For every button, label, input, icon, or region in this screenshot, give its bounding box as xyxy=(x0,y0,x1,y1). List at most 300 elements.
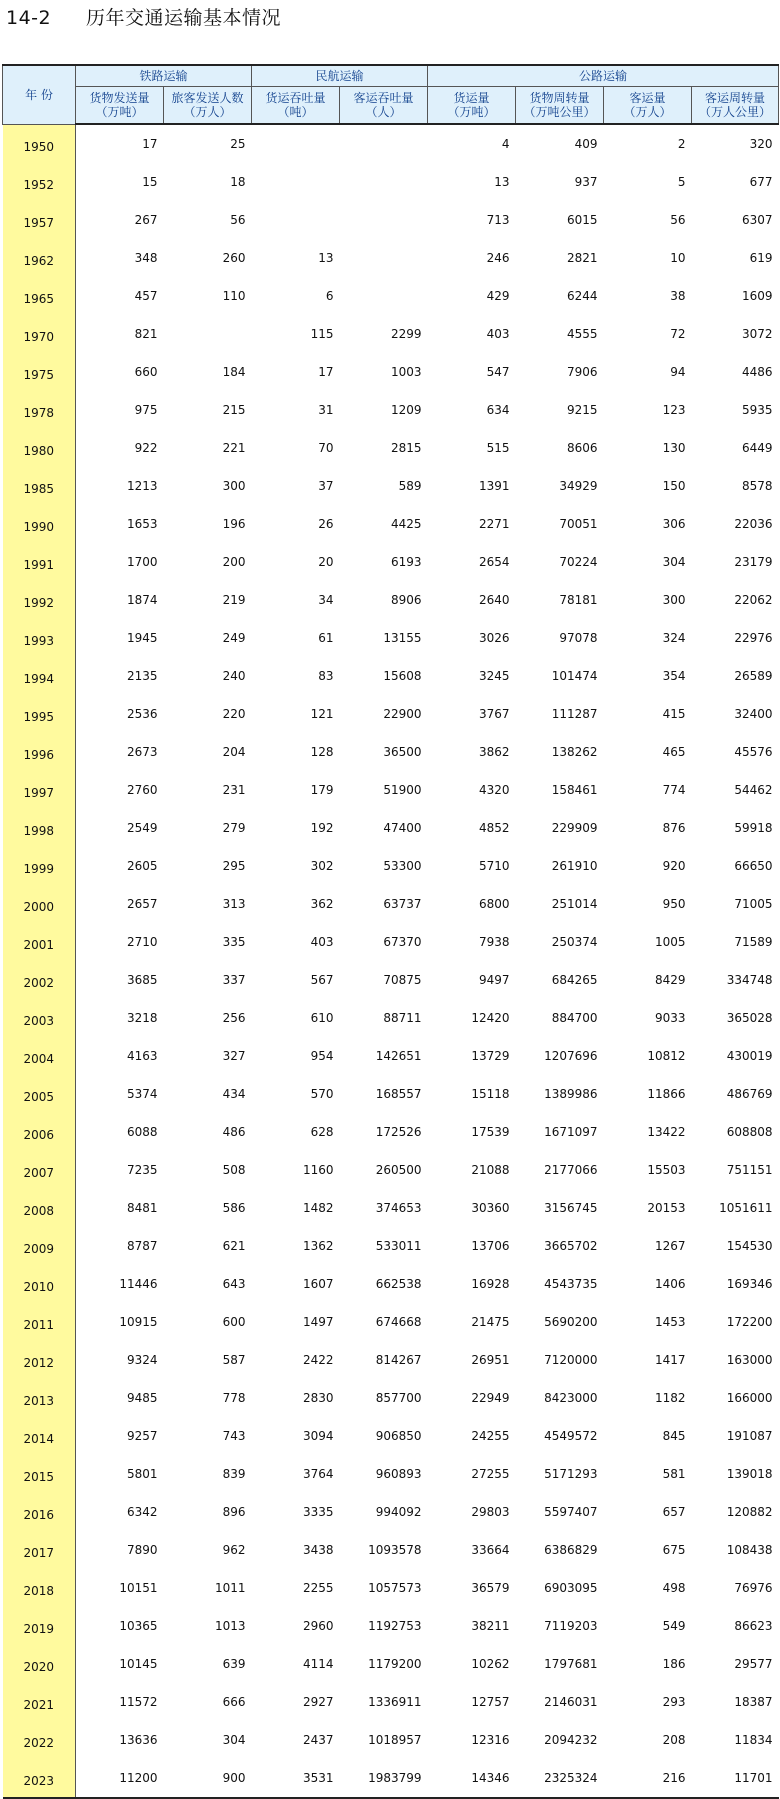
road-freight-turnover-cell: 6244 xyxy=(566,288,598,303)
road-freight-cell: 547 xyxy=(486,364,510,379)
table-row xyxy=(3,1455,779,1493)
air-cargo-cell: 1497 xyxy=(302,1314,334,1329)
road-passenger-turnover-cell: 677 xyxy=(749,174,773,189)
road-freight-turnover-cell: 6015 xyxy=(566,212,598,227)
table-number: 14-2 xyxy=(6,7,52,29)
rail-freight-cell: 3218 xyxy=(126,1010,158,1025)
road-passenger-col-header xyxy=(604,87,692,125)
road-passenger-turnover-cell: 166000 xyxy=(726,1390,773,1405)
rail-passenger-cell: 643 xyxy=(222,1276,246,1291)
year-cell: 2005 xyxy=(3,1075,76,1113)
year-cell: 2018 xyxy=(3,1569,76,1607)
rail-freight-cell: 2710 xyxy=(126,934,158,949)
table-row xyxy=(3,999,779,1037)
column-label: 货运吞吐量 xyxy=(265,91,326,105)
air-passenger-cell: 142651 xyxy=(375,1048,422,1063)
road-freight-turnover-cell: 1207696 xyxy=(544,1048,598,1063)
rail-passenger-cell: 313 xyxy=(222,896,246,911)
road-passenger-turnover-cell: 3072 xyxy=(742,326,773,341)
road-freight-turnover-cell: 7120000 xyxy=(544,1352,598,1367)
air-passenger-cell xyxy=(340,277,428,315)
air-cargo-cell xyxy=(252,163,340,201)
table-row xyxy=(3,657,779,695)
table-row xyxy=(3,353,779,391)
rail-passenger-cell: 221 xyxy=(222,440,246,455)
air-passenger-cell: 51900 xyxy=(383,782,422,797)
year-cell: 2001 xyxy=(3,923,76,961)
rail-passenger-cell: 1013 xyxy=(214,1618,246,1633)
table-row xyxy=(3,1341,779,1379)
air-cargo-cell xyxy=(252,201,340,239)
road-passenger-cell: 293 xyxy=(662,1694,686,1709)
table-row xyxy=(3,429,779,467)
air-passenger-cell: 589 xyxy=(398,478,422,493)
road-passenger-cell: 9033 xyxy=(654,1010,686,1025)
air-cargo-cell: 1160 xyxy=(302,1162,334,1177)
rail-passenger-cell: 56 xyxy=(230,212,246,227)
rail-passenger-cell: 200 xyxy=(222,554,246,569)
air-cargo-cell: 6 xyxy=(325,288,334,303)
year-cell: 1957 xyxy=(3,201,76,239)
road-passenger-cell: 94 xyxy=(670,364,686,379)
table-row xyxy=(3,809,779,847)
road-freight-cell: 713 xyxy=(486,212,510,227)
road-passenger-cell: 150 xyxy=(662,478,686,493)
year-cell: 2007 xyxy=(3,1151,76,1189)
road-passenger-turnover-cell: 86623 xyxy=(734,1618,773,1633)
road-freight-turnover-col-header xyxy=(516,87,604,125)
year-cell: 2000 xyxy=(3,885,76,923)
road-freight-cell: 3026 xyxy=(478,630,510,645)
air-passenger-cell xyxy=(340,201,428,239)
road-freight-cell: 2654 xyxy=(478,554,510,569)
air-cargo-cell: 3531 xyxy=(252,1759,340,1798)
air-passenger-cell xyxy=(340,124,428,163)
column-label: 货物发送量 xyxy=(89,91,150,105)
road-freight-cell: 21088 xyxy=(471,1162,510,1177)
table-row xyxy=(3,1569,779,1607)
road-freight-turnover-cell: 2094232 xyxy=(544,1732,598,1747)
road-passenger-turnover-cell: 32400 xyxy=(734,706,773,721)
rail-freight-cell: 3685 xyxy=(126,972,158,987)
road-freight-turnover-cell: 250374 xyxy=(551,934,598,949)
air-passenger-cell: 2299 xyxy=(390,326,422,341)
air-cargo-cell: 13 xyxy=(318,250,334,265)
rail-freight-cell: 2536 xyxy=(126,706,158,721)
road-freight-turnover-cell: 8423000 xyxy=(544,1390,598,1405)
air-cargo-cell: 4114 xyxy=(302,1656,334,1671)
rail-freight-cell: 9485 xyxy=(126,1390,158,1405)
rail-freight-cell: 11200 xyxy=(76,1759,164,1798)
table-row xyxy=(3,1531,779,1569)
road-freight-cell: 24255 xyxy=(471,1428,510,1443)
air-passenger-cell: 6193 xyxy=(390,554,422,569)
year-cell: 1970 xyxy=(3,315,76,353)
road-passenger-turnover-cell: 26589 xyxy=(734,668,773,683)
table-row xyxy=(3,277,779,315)
rail-freight-cell: 2673 xyxy=(126,744,158,759)
rail-freight-cell: 1945 xyxy=(126,630,158,645)
air-cargo-cell: 192 xyxy=(310,820,334,835)
road-freight-cell: 14346 xyxy=(428,1759,516,1798)
road-freight-turnover-cell: 251014 xyxy=(551,896,598,911)
rail-passenger-cell: 256 xyxy=(222,1010,246,1025)
road-passenger-turnover-cell: 163000 xyxy=(726,1352,773,1367)
rail-passenger-cell: 110 xyxy=(222,288,246,303)
rail-passenger-cell: 335 xyxy=(222,934,246,949)
air-cargo-cell: 37 xyxy=(318,478,334,493)
road-freight-turnover-cell: 158461 xyxy=(551,782,598,797)
road-passenger-cell: 920 xyxy=(662,858,686,873)
road-freight-cell: 403 xyxy=(486,326,510,341)
column-label: 客运吞吐量 xyxy=(353,91,414,105)
year-cell: 2021 xyxy=(3,1683,76,1721)
road-passenger-cell: 216 xyxy=(604,1759,692,1798)
road-freight-cell: 36579 xyxy=(471,1580,510,1595)
air-passenger-cell: 13155 xyxy=(383,630,422,645)
road-passenger-turnover-cell: 320 xyxy=(749,136,773,151)
rail-passenger-cell: 1011 xyxy=(214,1580,246,1595)
air-cargo-cell: 121 xyxy=(310,706,334,721)
road-passenger-cell: 10812 xyxy=(647,1048,686,1063)
column-unit: （吨） xyxy=(277,105,314,119)
air-cargo-cell: 2422 xyxy=(302,1352,334,1367)
rail-passenger-cell: 327 xyxy=(222,1048,246,1063)
road-passenger-turnover-cell: 66650 xyxy=(734,858,773,873)
road-freight-turnover-cell: 1797681 xyxy=(544,1656,598,1671)
road-passenger-turnover-cell: 191087 xyxy=(726,1428,773,1443)
road-passenger-cell: 675 xyxy=(662,1542,686,1557)
road-freight-turnover-cell: 409 xyxy=(574,136,598,151)
air-passenger-cell: 47400 xyxy=(383,820,422,835)
column-label: 货运量 xyxy=(453,91,490,105)
year-cell: 1962 xyxy=(3,239,76,277)
year-cell: 2003 xyxy=(3,999,76,1037)
road-freight-turnover-cell: 8606 xyxy=(566,440,598,455)
road-freight-cell: 3767 xyxy=(478,706,510,721)
road-passenger-cell: 20153 xyxy=(647,1200,686,1215)
air-passenger-cell: 4425 xyxy=(390,516,422,531)
air-passenger-cell: 533011 xyxy=(375,1238,422,1253)
year-cell: 1999 xyxy=(3,847,76,885)
road-freight-turnover-cell: 78181 xyxy=(559,592,598,607)
rail-passenger-cell: 896 xyxy=(222,1504,246,1519)
air-cargo-cell: 362 xyxy=(310,896,334,911)
road-freight-turnover-cell: 6386829 xyxy=(544,1542,598,1557)
road-passenger-turnover-cell: 139018 xyxy=(726,1466,773,1481)
year-cell: 2014 xyxy=(3,1417,76,1455)
column-unit: （万人） xyxy=(623,105,672,119)
air-cargo-cell: 1362 xyxy=(302,1238,334,1253)
air-cargo-cell: 3438 xyxy=(302,1542,334,1557)
rail-freight-cell: 267 xyxy=(134,212,158,227)
road-passenger-cell: 8429 xyxy=(654,972,686,987)
road-passenger-cell: 123 xyxy=(662,402,686,417)
table-row xyxy=(3,201,779,239)
rail-freight-cell: 1653 xyxy=(126,516,158,531)
air-passenger-col-header xyxy=(340,87,428,125)
road-freight-cell: 27255 xyxy=(471,1466,510,1481)
road-freight-turnover-cell: 937 xyxy=(574,174,598,189)
rail-freight-cell: 9257 xyxy=(126,1428,158,1443)
year-cell: 1975 xyxy=(3,353,76,391)
road-passenger-cell: 1005 xyxy=(654,934,686,949)
air-cargo-cell: 302 xyxy=(310,858,334,873)
air-cargo-cell: 3094 xyxy=(302,1428,334,1443)
road-passenger-cell: 10 xyxy=(670,250,686,265)
year-cell: 1995 xyxy=(3,695,76,733)
column-label: 客运周转量 xyxy=(705,91,766,105)
air-passenger-cell: 1093578 xyxy=(368,1542,422,1557)
air-passenger-cell: 814267 xyxy=(375,1352,422,1367)
rail-passenger-cell: 184 xyxy=(222,364,246,379)
rail-freight-cell: 9324 xyxy=(126,1352,158,1367)
rail-freight-col-header xyxy=(76,87,164,125)
rail-passenger-cell: 300 xyxy=(222,478,246,493)
rail-passenger-cell: 279 xyxy=(222,820,246,835)
column-unit: （万人） xyxy=(183,105,232,119)
year-cell: 1998 xyxy=(3,809,76,847)
road-freight-cell: 4 xyxy=(501,136,510,151)
air-passenger-cell: 674668 xyxy=(375,1314,422,1329)
road-freight-cell: 29803 xyxy=(471,1504,510,1519)
air-passenger-cell: 67370 xyxy=(383,934,422,949)
rail-freight-cell: 11572 xyxy=(119,1694,158,1709)
rail-passenger-cell: 839 xyxy=(222,1466,246,1481)
road-freight-turnover-cell: 101474 xyxy=(551,668,598,683)
year-cell: 2023 xyxy=(3,1759,76,1798)
air-cargo-cell: 83 xyxy=(318,668,334,683)
rail-passenger-cell: 434 xyxy=(222,1086,246,1101)
air-cargo-cell: 115 xyxy=(310,326,334,341)
table-header xyxy=(3,65,779,124)
road-freight-turnover-cell: 7119203 xyxy=(544,1618,598,1633)
year-cell: 2022 xyxy=(3,1721,76,1759)
road-passenger-turnover-cell: 59918 xyxy=(734,820,773,835)
rail-freight-cell: 8481 xyxy=(126,1200,158,1215)
road-freight-turnover-cell: 5171293 xyxy=(544,1466,598,1481)
table-row xyxy=(3,961,779,999)
rail-passenger-cell: 240 xyxy=(222,668,246,683)
road-freight-cell: 12757 xyxy=(471,1694,510,1709)
rail-freight-cell: 2135 xyxy=(126,668,158,683)
table-row xyxy=(3,1607,779,1645)
road-passenger-cell: 1406 xyxy=(654,1276,686,1291)
road-passenger-turnover-cell: 71005 xyxy=(734,896,773,911)
air-passenger-cell: 906850 xyxy=(375,1428,422,1443)
air-passenger-cell: 1057573 xyxy=(368,1580,422,1595)
air-passenger-cell: 960893 xyxy=(375,1466,422,1481)
year-cell: 2011 xyxy=(3,1303,76,1341)
road-freight-cell: 429 xyxy=(486,288,510,303)
table-row xyxy=(3,1303,779,1341)
rail-freight-cell: 975 xyxy=(134,402,158,417)
road-freight-turnover-cell: 5690200 xyxy=(544,1314,598,1329)
road-passenger-turnover-cell: 1051611 xyxy=(719,1200,773,1215)
table-row xyxy=(3,239,779,277)
road-freight-turnover-cell: 4555 xyxy=(566,326,598,341)
column-unit: （万吨） xyxy=(95,105,144,119)
road-passenger-cell: 300 xyxy=(662,592,686,607)
table-row xyxy=(3,695,779,733)
rail-passenger-cell: 25 xyxy=(230,136,246,151)
rail-passenger-cell: 900 xyxy=(164,1759,252,1798)
rail-passenger-cell: 215 xyxy=(222,402,246,417)
table-row xyxy=(3,124,779,163)
road-freight-turnover-cell: 229909 xyxy=(551,820,598,835)
table-row xyxy=(3,1683,779,1721)
road-freight-cell: 634 xyxy=(486,402,510,417)
road-freight-turnover-cell: 70224 xyxy=(559,554,598,569)
air-passenger-cell xyxy=(340,163,428,201)
road-passenger-turnover-cell: 120882 xyxy=(726,1504,773,1519)
table-row xyxy=(3,1113,779,1151)
road-passenger-cell: 306 xyxy=(662,516,686,531)
rail-passenger-cell: 219 xyxy=(222,592,246,607)
air-cargo-cell: 1482 xyxy=(302,1200,334,1215)
air-passenger-cell: 662538 xyxy=(375,1276,422,1291)
air-cargo-cell: 34 xyxy=(318,592,334,607)
road-passenger-cell: 354 xyxy=(662,668,686,683)
road-freight-cell: 4852 xyxy=(478,820,510,835)
rail-passenger-cell: 743 xyxy=(222,1428,246,1443)
table-row xyxy=(3,315,779,353)
group-highway: 公路运输 xyxy=(428,65,779,87)
road-passenger-turnover-cell: 29577 xyxy=(734,1656,773,1671)
air-cargo-cell: 17 xyxy=(318,364,334,379)
air-cargo-cell: 179 xyxy=(310,782,334,797)
road-passenger-turnover-cell: 365028 xyxy=(726,1010,773,1025)
air-cargo-cell: 2437 xyxy=(302,1732,334,1747)
year-cell: 1993 xyxy=(3,619,76,657)
rail-passenger-cell: 962 xyxy=(222,1542,246,1557)
air-cargo-cell: 2255 xyxy=(302,1580,334,1595)
year-cell: 1952 xyxy=(3,163,76,201)
road-passenger-turnover-cell: 751151 xyxy=(726,1162,773,1177)
air-cargo-cell: 26 xyxy=(318,516,334,531)
rail-freight-cell: 348 xyxy=(134,250,158,265)
air-cargo-cell: 3335 xyxy=(302,1504,334,1519)
rail-passenger-cell: 586 xyxy=(222,1200,246,1215)
rail-freight-cell: 457 xyxy=(134,288,158,303)
rail-freight-cell: 2549 xyxy=(126,820,158,835)
road-passenger-cell: 845 xyxy=(662,1428,686,1443)
road-freight-cell: 10262 xyxy=(471,1656,510,1671)
year-cell: 2015 xyxy=(3,1455,76,1493)
rail-freight-cell: 10915 xyxy=(119,1314,158,1329)
road-freight-turnover-cell: 884700 xyxy=(551,1010,598,1025)
rail-freight-cell: 821 xyxy=(134,326,158,341)
rail-freight-cell: 10145 xyxy=(119,1656,158,1671)
table-body xyxy=(3,124,779,1798)
road-passenger-turnover-cell: 486769 xyxy=(726,1086,773,1101)
road-passenger-turnover-cell: 23179 xyxy=(734,554,773,569)
road-passenger-turnover-cell: 6307 xyxy=(742,212,773,227)
road-passenger-cell: 208 xyxy=(662,1732,686,1747)
road-freight-turnover-cell: 138262 xyxy=(551,744,598,759)
rail-passenger-cell: 231 xyxy=(222,782,246,797)
road-freight-cell: 12420 xyxy=(471,1010,510,1025)
air-cargo-cell: 128 xyxy=(310,744,334,759)
road-passenger-cell: 5 xyxy=(677,174,686,189)
road-freight-turnover-cell: 2177066 xyxy=(544,1162,598,1177)
year-cell: 2017 xyxy=(3,1531,76,1569)
rail-passenger-cell: 295 xyxy=(222,858,246,873)
road-passenger-turnover-cell: 6449 xyxy=(742,440,773,455)
road-freight-cell: 38211 xyxy=(471,1618,510,1633)
road-passenger-turnover-cell: 154530 xyxy=(726,1238,773,1253)
air-cargo-cell xyxy=(252,124,340,163)
road-freight-cell: 30360 xyxy=(471,1200,510,1215)
table-row xyxy=(3,391,779,429)
road-freight-cell: 7938 xyxy=(478,934,510,949)
page-title xyxy=(6,4,281,32)
air-cargo-cell: 1607 xyxy=(302,1276,334,1291)
air-passenger-cell: 1003 xyxy=(390,364,422,379)
year-cell: 1997 xyxy=(3,771,76,809)
road-passenger-turnover-cell: 11834 xyxy=(734,1732,773,1747)
air-cargo-cell: 628 xyxy=(310,1124,334,1139)
road-freight-cell: 9497 xyxy=(478,972,510,987)
road-freight-turnover-cell: 2821 xyxy=(566,250,598,265)
year-cell: 1985 xyxy=(3,467,76,505)
air-cargo-cell: 570 xyxy=(310,1086,334,1101)
road-freight-cell: 3862 xyxy=(478,744,510,759)
air-passenger-cell: 22900 xyxy=(383,706,422,721)
table-row xyxy=(3,543,779,581)
transport-table xyxy=(2,64,779,1799)
air-passenger-cell: 1209 xyxy=(390,402,422,417)
year-cell: 2006 xyxy=(3,1113,76,1151)
road-passenger-cell: 13422 xyxy=(647,1124,686,1139)
road-freight-turnover-cell: 97078 xyxy=(559,630,598,645)
year-cell: 2004 xyxy=(3,1037,76,1075)
road-passenger-cell: 1182 xyxy=(654,1390,686,1405)
road-passenger-turnover-cell: 619 xyxy=(749,250,773,265)
air-passenger-cell xyxy=(340,239,428,277)
air-passenger-cell: 1192753 xyxy=(368,1618,422,1633)
road-freight-turnover-cell: 70051 xyxy=(559,516,598,531)
rail-freight-cell: 1874 xyxy=(126,592,158,607)
road-passenger-cell: 415 xyxy=(662,706,686,721)
air-cargo-col-header xyxy=(252,87,340,125)
year-cell: 1992 xyxy=(3,581,76,619)
rail-freight-cell: 17 xyxy=(142,136,158,151)
air-cargo-cell: 567 xyxy=(310,972,334,987)
year-cell: 2016 xyxy=(3,1493,76,1531)
road-freight-cell: 26951 xyxy=(471,1352,510,1367)
road-passenger-turnover-cell: 334748 xyxy=(726,972,773,987)
road-freight-cell: 13729 xyxy=(471,1048,510,1063)
road-passenger-turnover-cell: 11701 xyxy=(692,1759,779,1798)
table-row xyxy=(3,771,779,809)
rail-freight-cell: 10365 xyxy=(119,1618,158,1633)
air-passenger-cell: 88711 xyxy=(383,1010,422,1025)
year-cell: 2010 xyxy=(3,1265,76,1303)
table-row xyxy=(3,1759,779,1798)
rail-passenger-cell: 18 xyxy=(230,174,246,189)
rail-freight-cell: 1213 xyxy=(126,478,158,493)
rail-passenger-cell: 337 xyxy=(222,972,246,987)
year-cell: 1994 xyxy=(3,657,76,695)
air-passenger-cell: 2815 xyxy=(390,440,422,455)
road-passenger-cell: 581 xyxy=(662,1466,686,1481)
air-passenger-cell: 994092 xyxy=(375,1504,422,1519)
road-freight-turnover-cell: 34929 xyxy=(559,478,598,493)
road-freight-turnover-cell: 6903095 xyxy=(544,1580,598,1595)
road-passenger-cell: 498 xyxy=(662,1580,686,1595)
road-freight-cell: 246 xyxy=(486,250,510,265)
